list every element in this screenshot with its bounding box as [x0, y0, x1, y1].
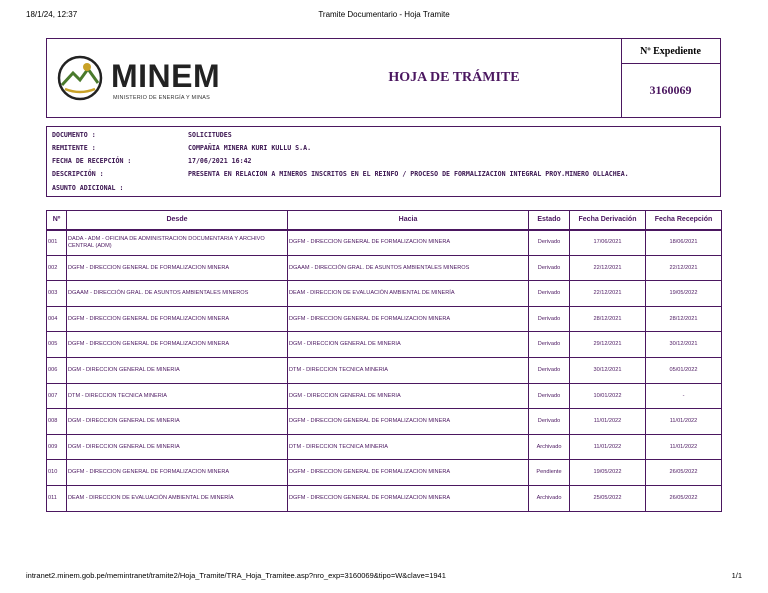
- cell-hacia: DGM - DIRECCION GENERAL DE MINERIA: [288, 383, 529, 409]
- cell-estado: Archivado: [529, 434, 570, 460]
- table-row: [47, 230, 722, 256]
- cell-num: 010: [47, 460, 67, 486]
- cell-fecha-recepcion: 28/12/2021: [646, 306, 722, 332]
- cell-estado: Derivado: [529, 281, 570, 307]
- minem-logo: [47, 39, 287, 117]
- cell-desde: DGM - DIRECCION GENERAL DE MINERIA: [67, 434, 288, 460]
- col-header-fecha-recepcion: Fecha Recepción: [646, 211, 722, 230]
- expediente-number: 3160069: [649, 83, 692, 97]
- table-header-row: [47, 211, 722, 230]
- cell-num: 005: [47, 332, 67, 358]
- cell-desde: DEAM - DIRECCION DE EVALUACIÓN AMBIENTAL DE MINERÍA: [67, 485, 288, 511]
- document-title: HOJA DE TRÁMITE: [287, 39, 622, 117]
- cell-num: 011: [47, 485, 67, 511]
- cell-fecha-derivacion: 25/05/2022: [570, 485, 646, 511]
- cell-num: 006: [47, 357, 67, 383]
- table-row: [47, 460, 722, 486]
- print-date: 18/1/24, 12:37: [26, 10, 78, 19]
- cell-num: 004: [47, 306, 67, 332]
- info-row-documento: [47, 129, 720, 141]
- cell-fecha-derivacion: 10/01/2022: [570, 383, 646, 409]
- table-row: [47, 281, 722, 307]
- col-header-hacia: Hacia: [288, 211, 529, 230]
- cell-desde: DGM - DIRECCION GENERAL DE MINERIA: [67, 409, 288, 435]
- cell-num: 003: [47, 281, 67, 307]
- print-header: [26, 10, 742, 22]
- document-info: [46, 126, 721, 197]
- cell-estado: Derivado: [529, 255, 570, 281]
- info-value: COMPAÑIA MINERA KURI KULLU S.A.: [188, 144, 312, 152]
- cell-num: 002: [47, 255, 67, 281]
- cell-fecha-recepcion: -: [646, 383, 722, 409]
- cell-num: 007: [47, 383, 67, 409]
- cell-fecha-recepcion: 18/06/2021: [646, 230, 722, 256]
- logo-subtitle: MINISTERIO DE ENERGÍA Y MINAS: [113, 95, 210, 101]
- cell-fecha-derivacion: 22/12/2021: [570, 281, 646, 307]
- cell-fecha-recepcion: 30/12/2021: [646, 332, 722, 358]
- table-row: [47, 306, 722, 332]
- info-label: FECHA DE RECEPCIÓN :: [52, 157, 132, 165]
- cell-desde: DGFM - DIRECCION GENERAL DE FORMALIZACION MINERA: [67, 255, 288, 281]
- cell-hacia: DGM - DIRECCION GENERAL DE MINERIA: [288, 332, 529, 358]
- cell-hacia: DTM - DIRECCION TECNICA MINERIA: [288, 357, 529, 383]
- col-header-num: Nº: [47, 211, 67, 230]
- table-row: [47, 357, 722, 383]
- col-header-desde: Desde: [67, 211, 288, 230]
- info-row-fecha-recepcion: [47, 155, 720, 167]
- page-number: 1/1: [731, 571, 742, 580]
- col-header-fecha-derivacion: Fecha Derivación: [570, 211, 646, 230]
- table-row: [47, 434, 722, 460]
- table-row: [47, 485, 722, 511]
- expediente-label: Nº Expediente: [621, 39, 720, 64]
- cell-fecha-recepcion: 05/01/2022: [646, 357, 722, 383]
- print-title: Tramite Documentario - Hoja Tramite: [318, 10, 450, 19]
- cell-fecha-recepcion: 22/12/2021: [646, 255, 722, 281]
- cell-fecha-derivacion: 17/06/2021: [570, 230, 646, 256]
- info-value: 17/06/2021 16:42: [188, 157, 252, 165]
- tramite-table: [46, 210, 722, 512]
- cell-desde: DADA - ADM - OFICINA DE ADMINISTRACION DOCUMENTARIA Y ARCHIVO CENTRAL (ADM): [67, 230, 288, 256]
- info-row-remitente: [47, 142, 720, 154]
- cell-estado: Derivado: [529, 357, 570, 383]
- table-row: [47, 409, 722, 435]
- cell-num: 001: [47, 230, 67, 256]
- cell-estado: Derivado: [529, 409, 570, 435]
- cell-hacia: DGFM - DIRECCION GENERAL DE FORMALIZACION MINERA: [288, 485, 529, 511]
- cell-fecha-derivacion: 28/12/2021: [570, 306, 646, 332]
- cell-hacia: DGFM - DIRECCION GENERAL DE FORMALIZACION MINERA: [288, 230, 529, 256]
- col-header-estado: Estado: [529, 211, 570, 230]
- cell-desde: DGFM - DIRECCION GENERAL DE FORMALIZACION MINERA: [67, 332, 288, 358]
- cell-estado: Derivado: [529, 332, 570, 358]
- cell-hacia: DGAAM - DIRECCIÓN GRAL. DE ASUNTOS AMBIENTALES MINEROS: [288, 255, 529, 281]
- info-row-asunto: [47, 182, 720, 194]
- table-row: [47, 255, 722, 281]
- info-value: PRESENTA EN RELACION A MINEROS INSCRITOS EN EL REINFO / PROCESO DE FORMALIZACION INTEGRAL PROY.MINERO OLLACHEA.: [188, 170, 629, 178]
- cell-fecha-recepcion: 11/01/2022: [646, 409, 722, 435]
- table-row: [47, 383, 722, 409]
- cell-estado: Derivado: [529, 230, 570, 256]
- cell-estado: Archivado: [529, 485, 570, 511]
- document-header: [46, 38, 721, 118]
- cell-estado: Derivado: [529, 383, 570, 409]
- info-value: SOLICITUDES: [188, 131, 232, 139]
- info-row-descripcion: [47, 168, 720, 180]
- info-label: REMITENTE :: [52, 144, 96, 152]
- cell-fecha-derivacion: 29/12/2021: [570, 332, 646, 358]
- cell-num: 008: [47, 409, 67, 435]
- cell-desde: DGAAM - DIRECCIÓN GRAL. DE ASUNTOS AMBIENTALES MINEROS: [67, 281, 288, 307]
- page-url: intranet2.minem.gob.pe/memintranet/tramite2/Hoja_Tramite/TRA_Hoja_Tramitee.asp?nro_exp=3160069&tipo=W&clave=1941: [26, 571, 446, 580]
- cell-num: 009: [47, 434, 67, 460]
- table-row: [47, 332, 722, 358]
- logo-word: MINEM: [111, 58, 221, 94]
- table-body: [47, 230, 722, 512]
- info-label: DOCUMENTO :: [52, 131, 96, 139]
- cell-hacia: DGFM - DIRECCION GENERAL DE FORMALIZACION MINERA: [288, 460, 529, 486]
- info-label: ASUNTO ADICIONAL :: [52, 184, 124, 192]
- cell-fecha-derivacion: 19/05/2022: [570, 460, 646, 486]
- cell-hacia: DGFM - DIRECCION GENERAL DE FORMALIZACION MINERA: [288, 409, 529, 435]
- minem-emblem-icon: [57, 55, 103, 101]
- cell-desde: DTM - DIRECCION TECNICA MINERIA: [67, 383, 288, 409]
- cell-fecha-recepcion: 26/05/2022: [646, 460, 722, 486]
- cell-fecha-derivacion: 22/12/2021: [570, 255, 646, 281]
- cell-fecha-derivacion: 30/12/2021: [570, 357, 646, 383]
- cell-hacia: DTM - DIRECCION TECNICA MINERIA: [288, 434, 529, 460]
- cell-fecha-derivacion: 11/01/2022: [570, 434, 646, 460]
- cell-desde: DGM - DIRECCION GENERAL DE MINERIA: [67, 357, 288, 383]
- cell-fecha-recepcion: 11/01/2022: [646, 434, 722, 460]
- info-label: DESCRIPCIÓN :: [52, 170, 104, 178]
- cell-desde: DGFM - DIRECCION GENERAL DE FORMALIZACION MINERA: [67, 460, 288, 486]
- cell-estado: Derivado: [529, 306, 570, 332]
- cell-fecha-recepcion: 26/05/2022: [646, 485, 722, 511]
- cell-hacia: DGFM - DIRECCION GENERAL DE FORMALIZACION MINERA: [288, 306, 529, 332]
- cell-hacia: DEAM - DIRECCION DE EVALUACIÓN AMBIENTAL DE MINERÍA: [288, 281, 529, 307]
- cell-estado: Pendiente: [529, 460, 570, 486]
- cell-fecha-derivacion: 11/01/2022: [570, 409, 646, 435]
- cell-fecha-recepcion: 19/05/2022: [646, 281, 722, 307]
- cell-desde: DGFM - DIRECCION GENERAL DE FORMALIZACION MINERA: [67, 306, 288, 332]
